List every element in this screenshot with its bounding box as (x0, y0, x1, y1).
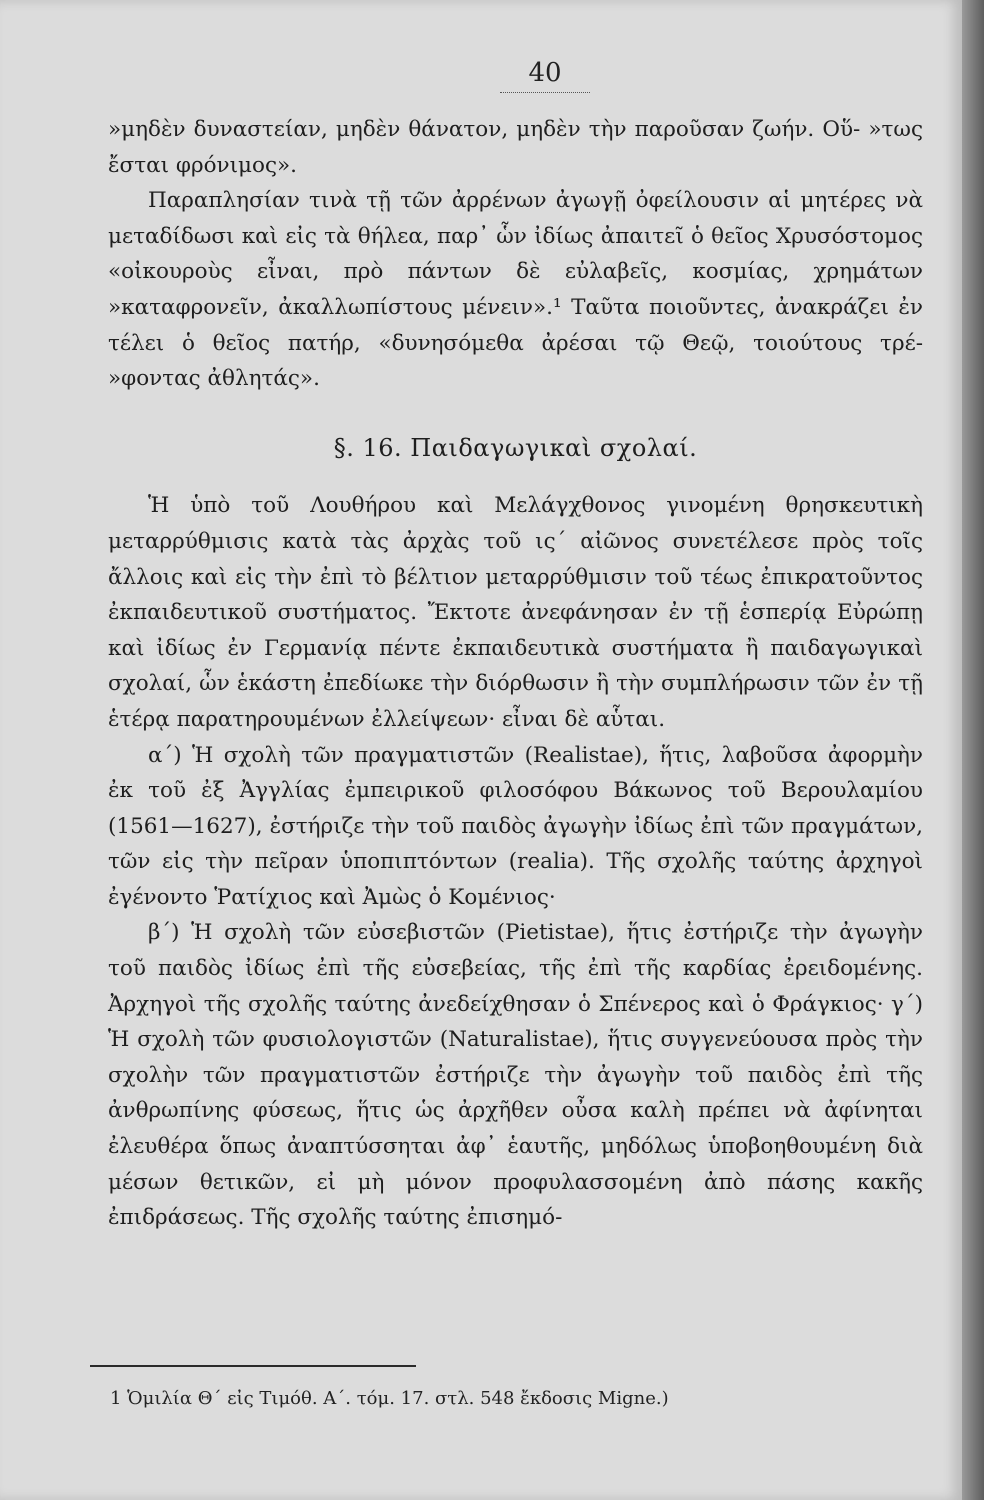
page-number-rule (500, 92, 590, 93)
paragraph-1: »μηδὲν δυναστείαν, μηδὲν θάνατον, μηδὲν τὴν παροῦσαν ζωήν. Οὕ- »τως ἔσται φρόνιμος». (108, 117, 923, 178)
paragraph-2: Παραπλησίαν τινὰ τῇ τῶν ἀρρένων ἀγωγῇ ὀφείλουσιν αἱ μητέρες νὰ μεταδίδωσι καὶ εἰς τὰ θήλεα, παρ᾽ ὧν ἰδίως ἀπαιτεῖ ὁ θεῖος Χρυσόστομος «οἰκουροὺς εἶναι, πρὸ πάντων δὲ εὐλαβεῖς, κοσμίας, χρημάτων »καταφρονεῖν, ἀκαλλωπίστους μένειν».¹ Ταῦτα ποιοῦντες, ἀνακράζει ἐν τέλει ὁ θεῖος πατήρ, «δυνησόμεθα ἀρέσαι τῷ Θεῷ, τοιούτους τρέ- »φοντας ἀθλητάς». (108, 188, 923, 392)
paragraph-3: Ἡ ὑπὸ τοῦ Λουθήρου καὶ Μελάγχθονος γινομένη θρησκευτικὴ μεταρρύθμισις κατὰ τὰς ἀρχὰς τοῦ ις´ αἰῶνος συνετέλεσε πρὸς τοῖς ἄλλοις καὶ εἰς τὴν ἐπὶ τὸ βέλτιον μεταρρύθμισιν τοῦ τέως ἐπικρατοῦντος ἐκπαιδευτικοῦ συστήματος. Ἔκτοτε ἀνεφάνησαν ἐν τῇ ἑσπερίᾳ Εὐρώπῃ καὶ ἰδίως ἐν Γερμανίᾳ πέντε ἐκπαιδευτικὰ συστήματα ἢ παιδαγωγικαὶ σχολαί, ὧν ἑκάστη ἐπεδίωκε τὴν διόρθωσιν ἢ τὴν συμπλήρωσιν τῶν ἐν τῇ ἑτέρᾳ παρατηρουμένων ἐλλείψεων· εἶναι δὲ αὗται. (108, 493, 923, 732)
section-heading: §. 16. Παιδαγωγικαὶ σχολαί. (333, 433, 698, 462)
footnote-rule (90, 1365, 416, 1367)
body-text (108, 112, 923, 1236)
page-number: 40 (528, 58, 562, 88)
paragraph-4: α´) Ἡ σχολὴ τῶν πραγματιστῶν (Realistae), ἥτις, λαβοῦσα ἀφορμὴν ἐκ τοῦ ἐξ Ἀγγλίας ἐμπειρικοῦ φιλοσόφου Βάκωνος τοῦ Βερουλαμίου (1561—1627), ἐστήριζε τὴν τοῦ παιδὸς ἀγωγὴν ἰδίως ἐπὶ τῶν πραγμάτων, τῶν εἰς τὴν πεῖραν ὑποπιπτόντων (realia). Τῆς σχολῆς ταύτης ἀρχηγοὶ ἐγένοντο Ῥατίχιος καὶ Ἀμὼς ὁ Κομένιος· (108, 742, 923, 910)
footnote: 1 Ὁμιλία Θ´ εἰς Τιμόθ. Α´. τόμ. 17. στλ. 548 ἔκδοσις Migne.) (110, 1388, 669, 1409)
paragraph-5: β´) Ἡ σχολὴ τῶν εὐσεβιστῶν (Pietistae), ἥτις ἐστήριζε τὴν ἀγωγὴν τοῦ παιδὸς ἰδίως ἐπὶ τῆς εὐσεβείας, τῆς ἐπὶ τῆς καρδίας ἐρειδομένης. Ἀρχηγοὶ τῆς σχολῆς ταύτης ἀνεδείχθησαν ὁ Σπένερος καὶ ὁ Φράγκιος· γ´) Ἡ σχολὴ τῶν φυσιολογιστῶν (Naturalistae), ἥτις συγγενεύουσα πρὸς τὴν σχολὴν τῶν πραγματιστῶν ἐστήριζε τὴν ἀγωγὴν τοῦ παιδὸς ἐπὶ τῆς ἀνθρωπίνης φύσεως, ἥτις ὡς ἀρχῆθεν οὖσα καλὴ πρέπει νὰ ἀφίνηται ἐλευθέρα ὅπως ἀναπτύσσηται ἀφ᾽ ἑαυτῆς, μηδόλως ὑποβοηθουμένη διὰ μέσων θετικῶν, εἰ μὴ μόνον προφυλασσομένη ἀπὸ πάσης κακῆς ἐπιδράσεως. Τῆς σχολῆς ταύτης ἐπισημό- (108, 920, 923, 1231)
book-edge (962, 0, 984, 1500)
